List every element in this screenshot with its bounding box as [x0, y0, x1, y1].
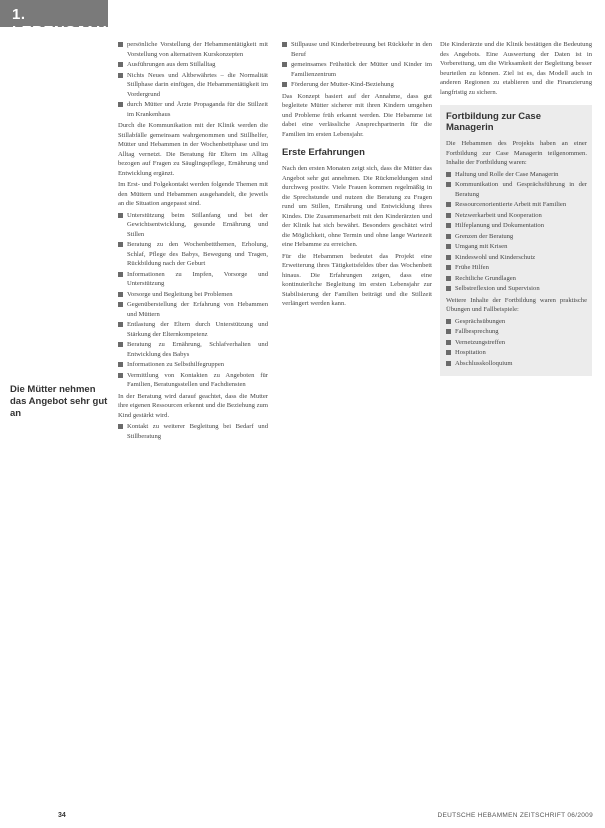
subheading-erste-erfahrungen: Erste Erfahrungen: [282, 147, 365, 158]
list-intro: [118, 40, 268, 119]
list-item: durch Mütter und Ärzte Propaganda für die Stillzeit im Krankenhaus: [118, 100, 268, 119]
list-item: Unterstützung beim Stillanfang und bei der Gewichtsentwicklung, gesunde Ernährung und Stillen: [118, 211, 268, 240]
list-item: Stillpause und Kinderbetreuung bei Rückkehr in den Beruf: [282, 40, 432, 59]
box-paragraph: Weitere Inhalte der Fortbildung waren praktische Übungen und Fallbeispiele:: [446, 296, 587, 313]
paragraph: Im Erst- und Folgekontakt werden folgende Themen mit den Müttern und Hebammen ausgehandelt, die jeweils an die Situation angepasst sind.: [118, 181, 268, 207]
box-title: Fortbildung zur Case Managerin: [446, 111, 541, 133]
paragraph: Durch die Kommunikation mit der Klinik werden die Stillabfälle gemeinsam wahrgenommen und Stillhelfer, Mütter und Hebammen in der Wochenbettphase und im Alltag vernetzt. Die Beratung für Eltern im Alltag bezogen auf Fragen zu Säuglingspflege, Ernährung und Entwicklung ergänzt.: [118, 122, 268, 177]
page-number: 34: [58, 812, 66, 819]
list-item: Fallbesprechung: [446, 327, 587, 337]
list-item: Hospitation: [446, 348, 587, 358]
list-item: Abschlusskolloquium: [446, 359, 587, 369]
list-item: Beratung zu Ernährung, Schlafverhalten und Entwicklung des Babys: [118, 340, 268, 359]
list-item: Frühe Hilfen: [446, 263, 587, 273]
paragraph: Nach den ersten Monaten zeigt sich, dass die Mütter das Angebot sehr gut annehmen. Die Rückmeldungen sind durchweg positiv. Viele Frauen kommen regelmäßig in die Sprechstunde und nutzen die Beratung zu Fragen rund um Stillen, Ernährung und Entwicklung ihres Kindes. Die Zusammenarbeit mit den Kinderärzten und der Klinik hat sich bewährt. Besonders geschätzt wird die Möglichkeit, ohne Termin und ohne lange Wartezeit eine Hebamme zu erreichen.: [282, 165, 432, 248]
list-item: Beratung zu den Wochenbettthemen, Erholung, Schlaf, Pflege des Babys, Bewegung und Tragen, Rückbildung nach der Geburt: [118, 240, 268, 269]
paragraph: Für die Hebammen bedeutet das Projekt eine Erweiterung ihres Tätigkeitsfeldes über das Wochenbett hinaus. Die Erfahrungen zeigen, dass eine kontinuierliche Begleitung im ersten Lebensjahr zur Stabilisierung der Familien beiträgt und die Stillzeit verlängert werden kann.: [282, 252, 432, 307]
list-item: Informationen zu Impfen, Vorsorge und Unterstützung: [118, 270, 268, 289]
paragraph: In der Beratung wird darauf geachtet, dass die Mutter ihre eigenen Ressourcen erkennt und die Beziehung zum Kind gestärkt wird.: [118, 392, 268, 419]
list-item: Umgang mit Krisen: [446, 242, 587, 252]
list-topics: [118, 211, 268, 390]
list-item: Entlastung der Eltern durch Unterstützung und Stärkung der Elternkompetenz: [118, 320, 268, 339]
list-item: Selbstreflexion und Supervision: [446, 284, 587, 294]
paragraph: Die Kinderärzte und die Klinik bestätigen die Bedeutung des Angebots. Eine Auswertung der Daten ist in Vorbereitung, um die Wirksamkeit der Begleitung besser beurteilen zu können. Ziel ist es, das Modell auch in anderen Regionen zu etablieren und die Finanzierung langfristig zu sichern.: [440, 41, 592, 96]
list-item: Kindeswohl und Kinderschutz: [446, 253, 587, 263]
list-item: Vermittlung von Kontakten zu Angeboten für Familien, Beratungsstellen und Fachdiensten: [118, 371, 268, 390]
section-title: 1. LEBENSJAHR: [12, 6, 119, 40]
list-item: Informationen zu Selbsthilfegruppen: [118, 360, 268, 370]
list-item: Kontakt zu weiterer Begleitung bei Bedarf und Stillberatung: [118, 422, 268, 441]
list-item: Netzwerkarbeit und Kooperation: [446, 211, 587, 221]
journal-name: DEUTSCHE HEBAMMEN ZEITSCHRIFT 06/2009: [437, 812, 593, 819]
list-item: Gesprächsübungen: [446, 317, 587, 327]
info-box: [440, 105, 592, 376]
text-column-2: [282, 40, 432, 800]
paragraph: Das Konzept basiert auf der Annahme, dass gut begleitete Mütter sicherer mit ihren Kindern umgehen und Probleme früh erkannt werden. Die Hebamme ist dabei eine verlässliche Ansprechpartnerin für die Familien im ersten Lebensjahr.: [282, 92, 432, 138]
list-followup: [118, 422, 268, 441]
list-item: gemeinsames Frühstück der Mütter und Kinder im Familienzentrum: [282, 60, 432, 79]
list-item: Förderung der Mutter-Kind-Beziehung: [282, 80, 432, 90]
box-intro: Die Hebammen des Projekts haben an einer Fortbildung zur Case Managerin teilgenommen. Inhalte der Fortbildung waren:: [446, 140, 587, 166]
list-item: Haltung und Rolle der Case Managerin: [446, 170, 587, 180]
box-list-topics: [446, 170, 587, 294]
list-continued: [282, 40, 432, 90]
box-list-practice: [446, 317, 587, 369]
list-item: Gegenüberstellung der Erfahrung von Hebammen und Müttern: [118, 300, 268, 319]
text-column-3: [440, 40, 592, 800]
list-item: Ausführungen aus dem Stillalltag: [118, 60, 268, 70]
list-item: persönliche Vorstellung der Hebammentätigkeit mit Vorstellung von alternativen Kurskonzepten: [118, 40, 268, 59]
list-item: Rechtliche Grundlagen: [446, 274, 587, 284]
list-item: Grenzen der Beratung: [446, 232, 587, 242]
list-item: Kommunikation und Gesprächsführung in der Beratung: [446, 180, 587, 199]
text-column-1: [118, 40, 268, 800]
list-item: Nichts Neues und Altbewährtes – die Normalität Stillphase darin einfügen, die Hebammentätigkeit im Vordergrund: [118, 71, 268, 100]
list-item: Ressourcenorientierte Arbeit mit Familien: [446, 200, 587, 210]
list-item: Vorsorge und Begleitung bei Problemen: [118, 290, 268, 300]
section-header: [0, 0, 119, 40]
list-item: Vernetzungstreffen: [446, 338, 587, 348]
list-item: Hilfeplanung und Dokumentation: [446, 221, 587, 231]
pull-quote: Die Mütter nehmen das Angebot sehr gut an: [10, 384, 108, 419]
